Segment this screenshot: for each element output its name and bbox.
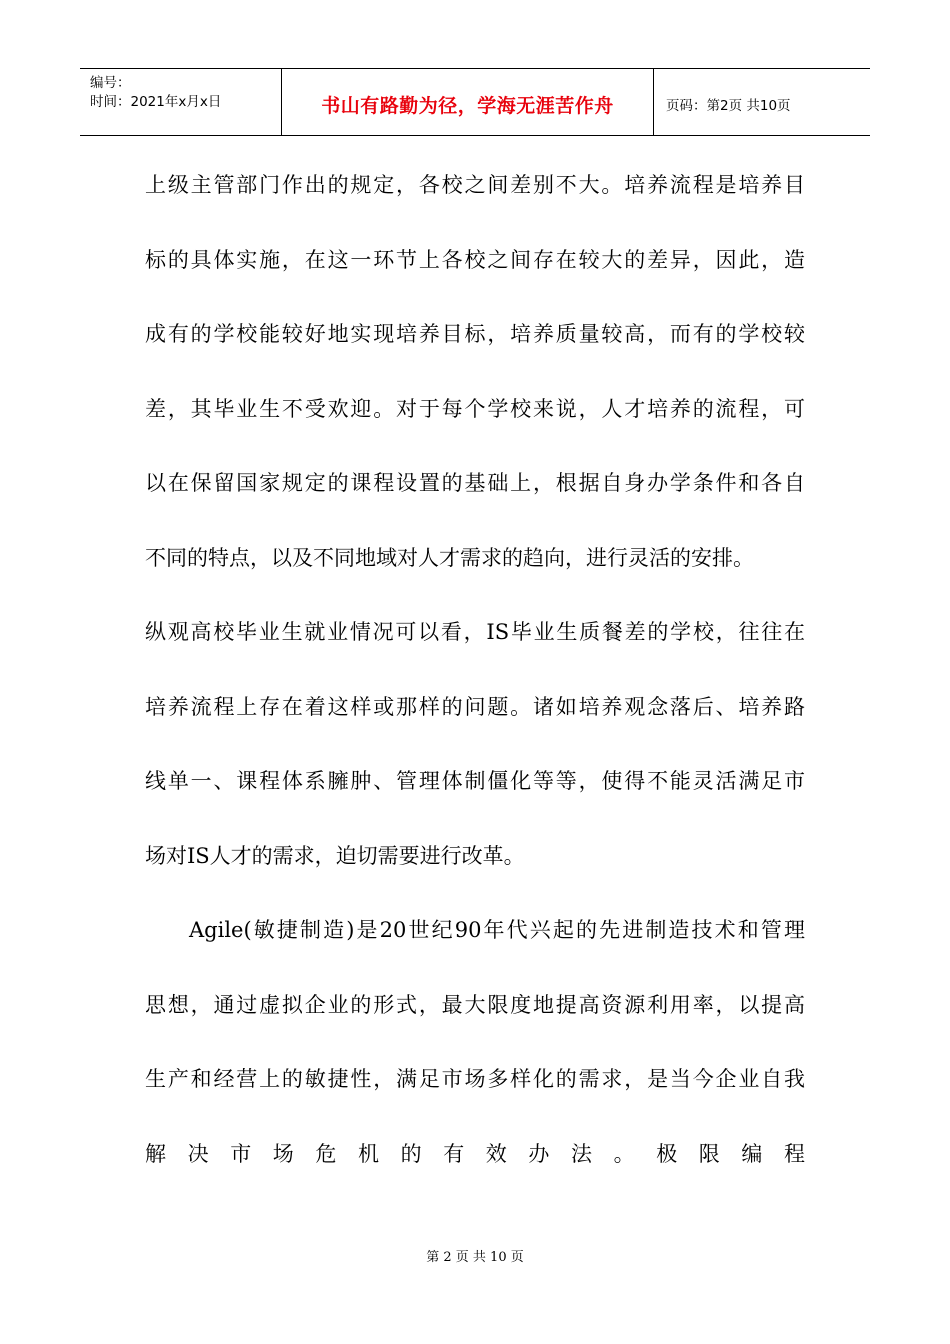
text-line: 思想，通过虚拟企业的形式，最大限度地提高资源利用率，以提高 [145, 992, 805, 1017]
header-motto-cell [282, 69, 654, 135]
header-page-cell [654, 69, 870, 135]
text-line: 标的具体实施，在这一环节上各校之间存在较大的差异，因此，造 [145, 247, 805, 272]
text-line: 纵观高校毕业生就业情况可以看，IS毕业生质餐差的学校，往往在 [145, 620, 805, 644]
paragraph-1 [145, 148, 805, 893]
text-line: 以在保留国家规定的课程设置的基础上，根据自身办学条件和各自 [145, 471, 805, 495]
text-line: 培养流程上存在着这样或那样的问题。诸如培养观念落后、培养路 [145, 694, 805, 719]
text-line: 解决市场危机的有效办法。极限编程 [145, 1141, 805, 1166]
page-info: 页码：第2页 共10页 [666, 98, 791, 114]
text-line: Agile(敏捷制造)是20世纪90年代兴起的先进制造技术和管理 [189, 918, 805, 942]
text-line: 不同的特点，以及不同地域对人才需求的趋向，进行灵活的安排。 [145, 545, 754, 570]
text-line: 差，其毕业生不受欢迎。对于每个学校来说，人才培养的流程，可 [145, 396, 805, 421]
text-line: 上级主管部门作出的规定，各校之间差别不大。培养流程是培养目 [145, 173, 805, 197]
document-body [145, 148, 805, 1191]
page-footer: 第 2 页 共 10 页 [426, 1250, 524, 1265]
header-meta-cell [80, 69, 282, 135]
text-line: 线单一、课程体系臃肿、管理体制僵化等等，使得不能灵活满足市 [145, 769, 805, 793]
text-line: 成有的学校能较好地实现培养目标，培养质量较高，而有的学校较 [145, 322, 805, 346]
text-line: 生产和经营上的敏捷性，满足市场多样化的需求，是当今企业自我 [145, 1067, 805, 1091]
text-line: 场对IS人才的需求，迫切需要进行改革。 [145, 843, 525, 868]
paragraph-2 [145, 893, 805, 1191]
motto-text: 书山有路勤为径，学海无涯苦作舟 [321, 94, 614, 117]
number-label: 编号： [90, 75, 131, 91]
document-header [80, 68, 870, 136]
time-label: 时间：2021年x月x日 [90, 94, 222, 110]
